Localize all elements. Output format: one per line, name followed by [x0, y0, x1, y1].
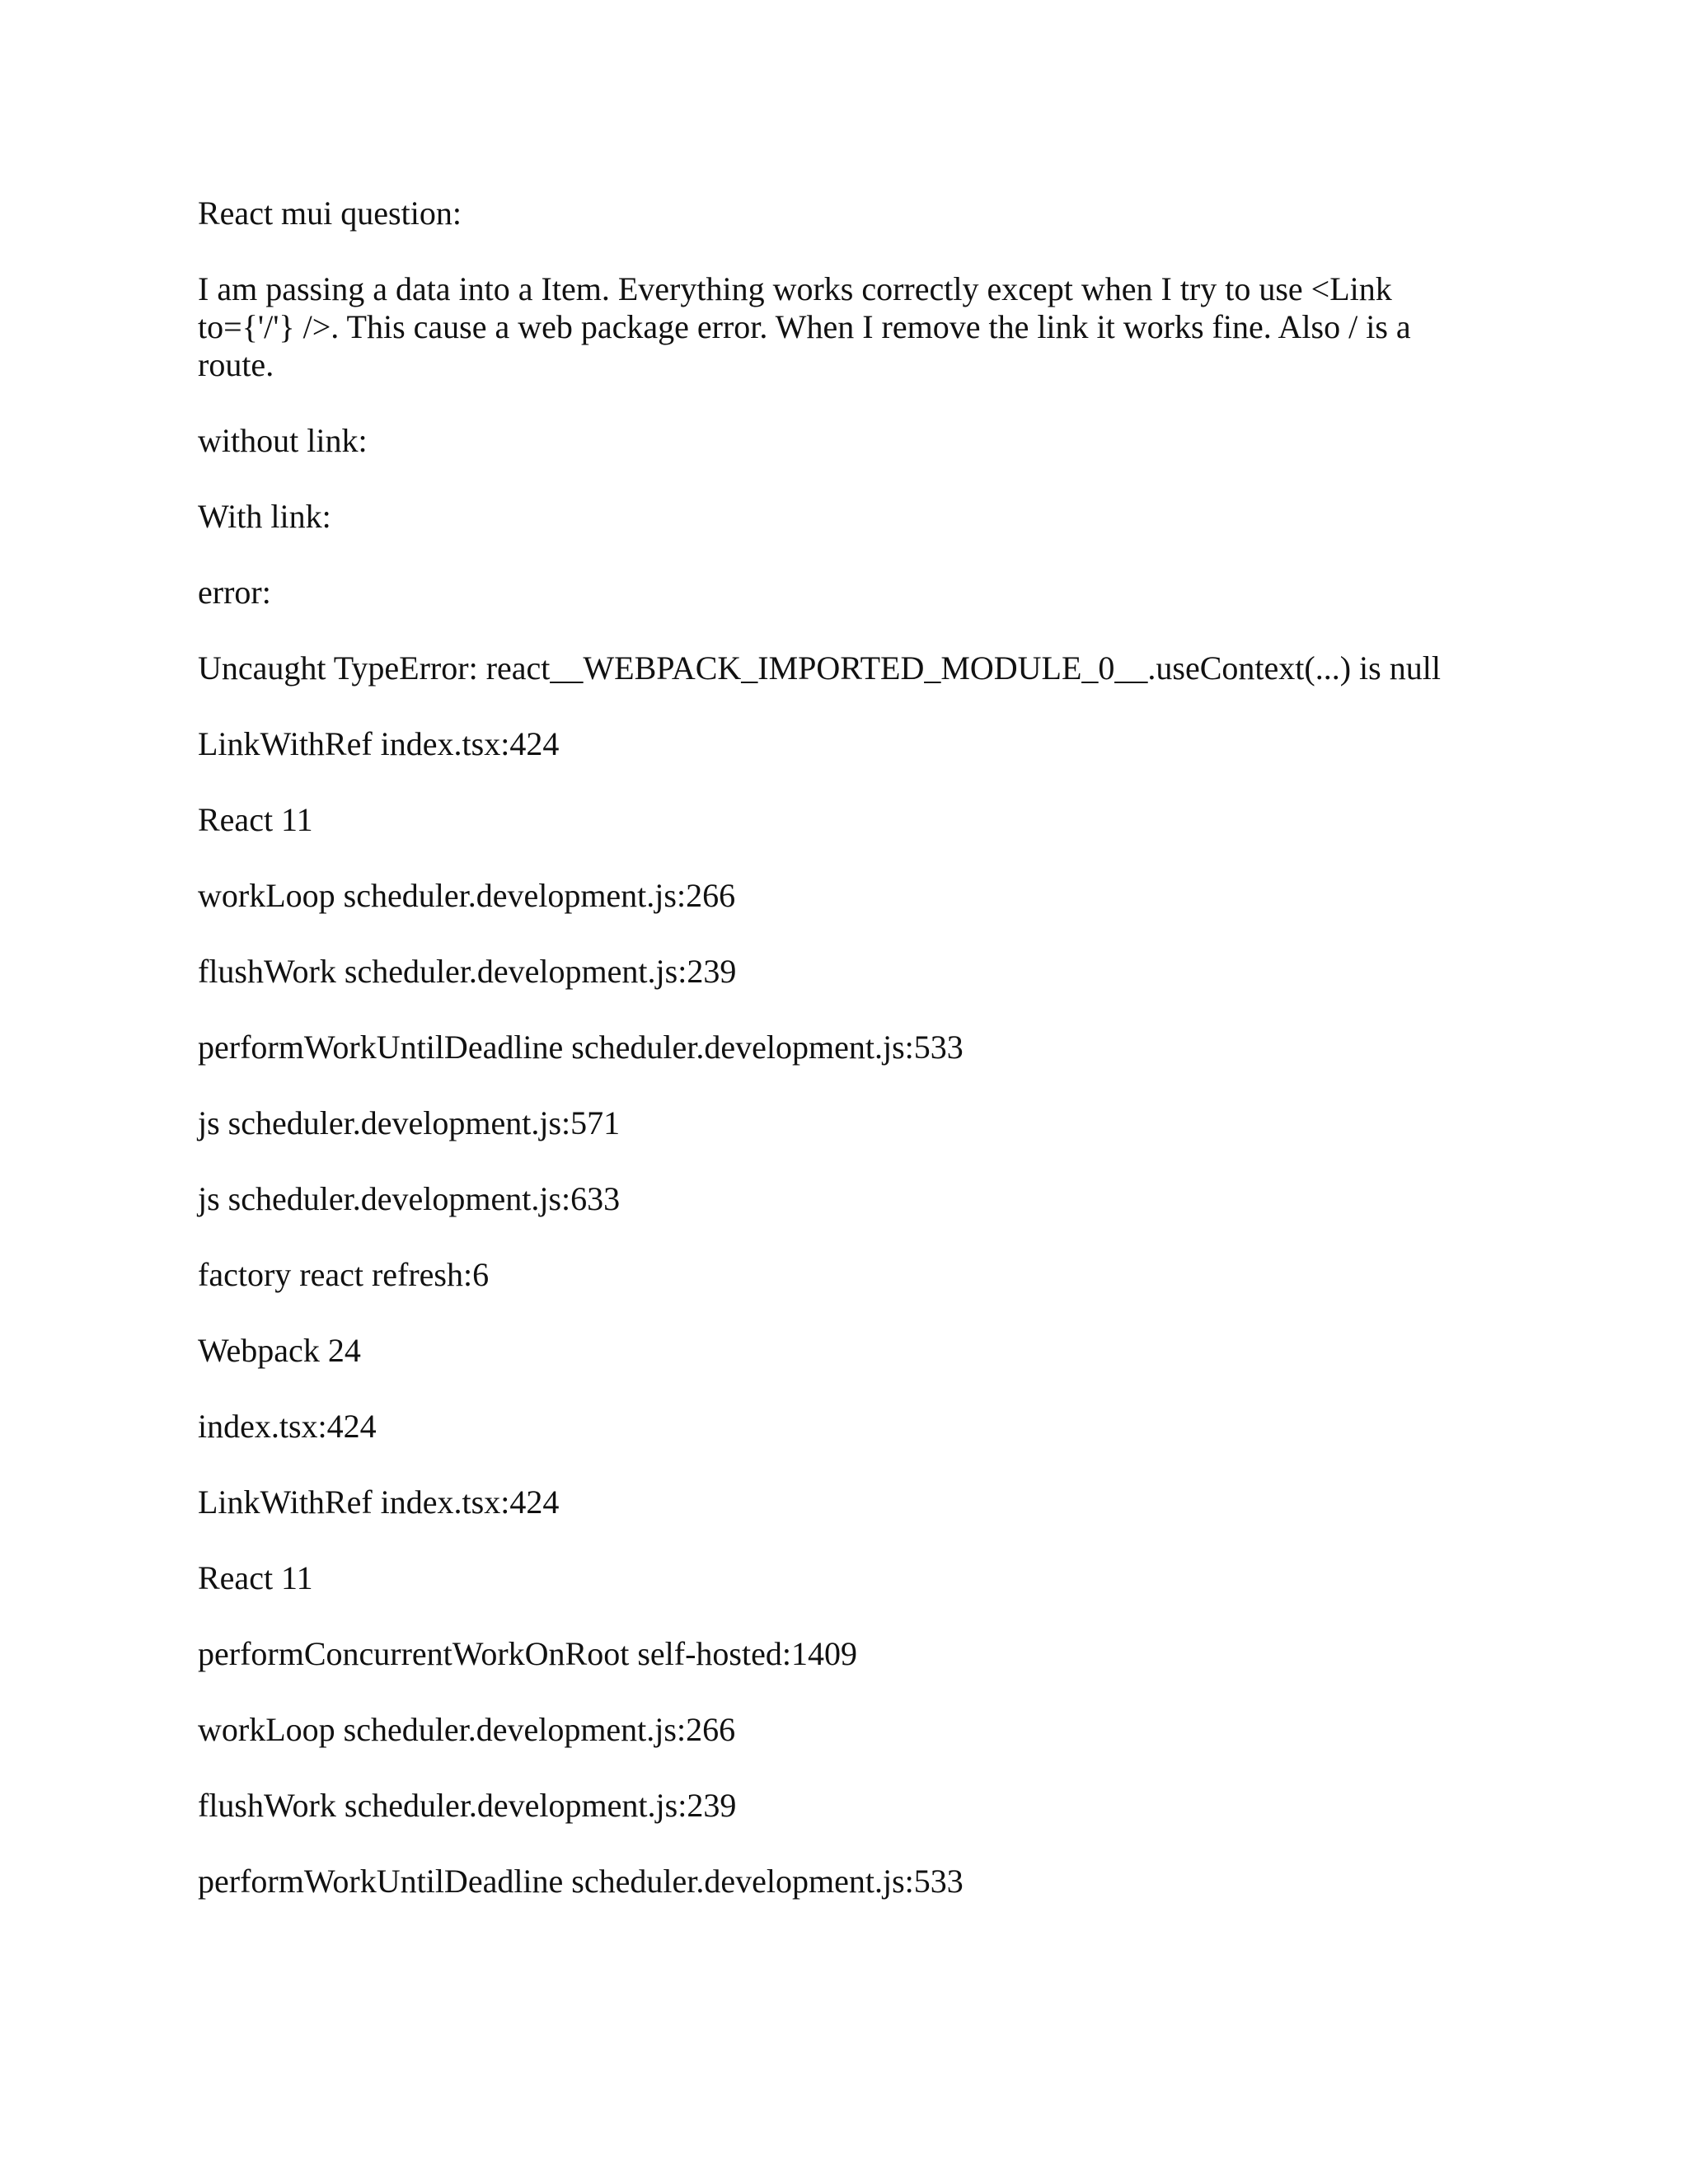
stack-line: LinkWithRef index.tsx:424 [198, 1483, 560, 1521]
stack-line: js scheduler.development.js:633 [198, 1180, 621, 1217]
stack-line: performWorkUntilDeadline scheduler.development.js:533 [198, 1029, 964, 1066]
stack-line: React 11 [198, 1559, 313, 1596]
without-link-label: without link: [198, 422, 368, 459]
intro-line: route. [198, 346, 274, 383]
with-link-label: With link: [198, 498, 331, 535]
stack-line: flushWork scheduler.development.js:239 [198, 953, 737, 990]
stack-line: performWorkUntilDeadline scheduler.development.js:533 [198, 1863, 964, 1900]
stack-line: React 11 [198, 801, 313, 838]
stack-line: LinkWithRef index.tsx:424 [198, 725, 560, 762]
stack-line: workLoop scheduler.development.js:266 [198, 1711, 736, 1748]
intro-line: to={'/'} />. This cause a web package error. When I remove the link it works fine. Also / is a [198, 308, 1411, 345]
error-label: error: [198, 574, 271, 611]
stack-line: flushWork scheduler.development.js:239 [198, 1787, 737, 1824]
stack-line: index.tsx:424 [198, 1408, 377, 1445]
stack-line: js scheduler.development.js:571 [198, 1104, 621, 1141]
intro-paragraph [198, 270, 1517, 384]
stack-line: workLoop scheduler.development.js:266 [198, 877, 736, 914]
document-heading: React mui question: [198, 194, 462, 232]
document-body [198, 194, 1517, 1938]
stack-line: performConcurrentWorkOnRoot self-hosted:1409 [198, 1635, 857, 1672]
intro-line: I am passing a data into a Item. Everything works correctly except when I try to use <Link [198, 270, 1392, 307]
stack-line: factory react refresh:6 [198, 1256, 490, 1293]
stack-line: Webpack 24 [198, 1332, 361, 1369]
error-message: Uncaught TypeError: react__WEBPACK_IMPORTED_MODULE_0__.useContext(...) is null [198, 649, 1441, 687]
